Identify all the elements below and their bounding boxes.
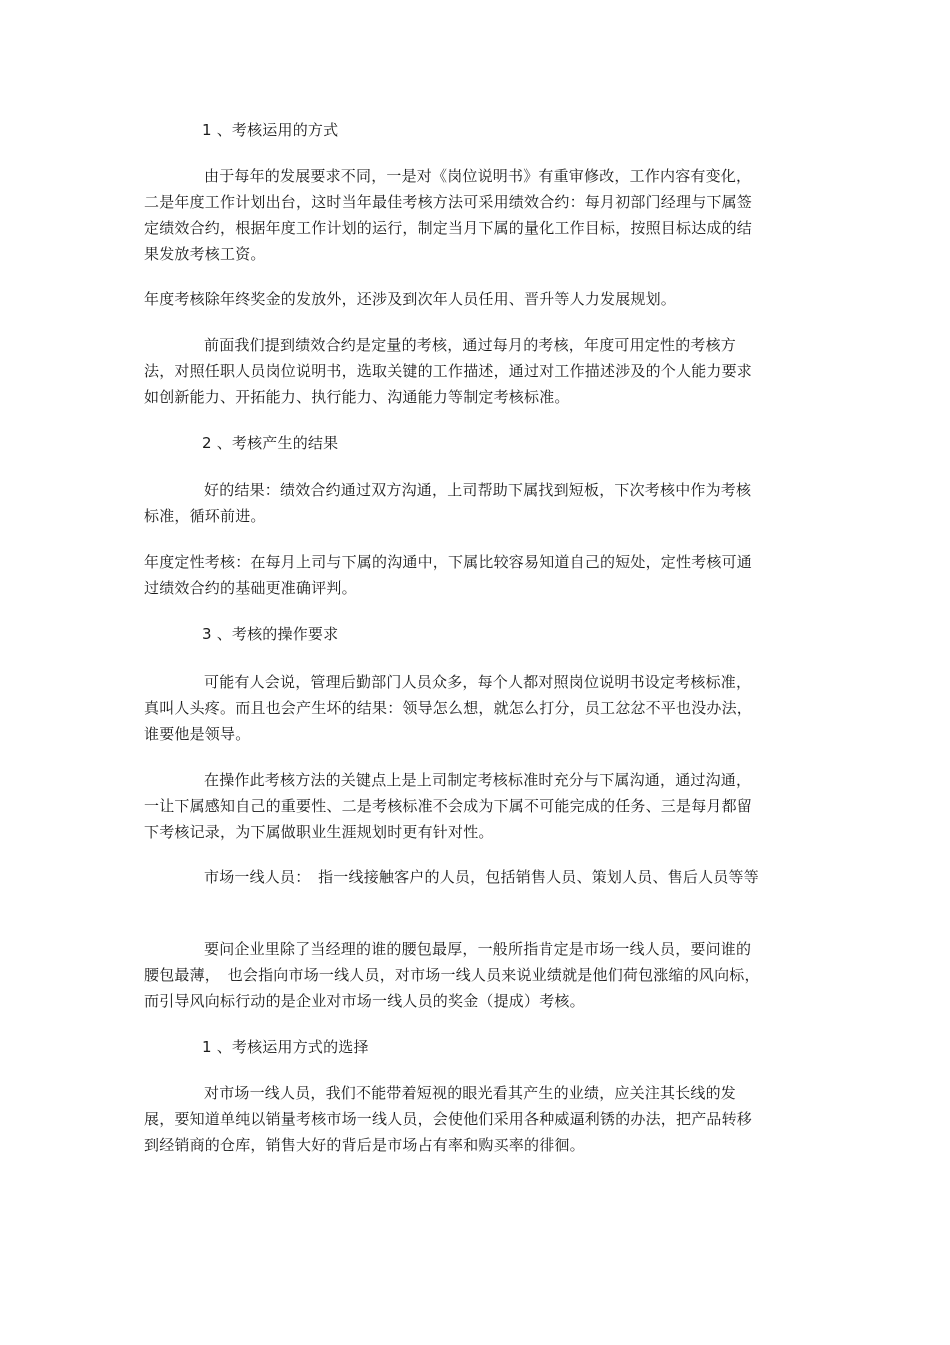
paragraph-8: 市场一线人员： 指一线接触客户的人员，包括销售人员、策划人员、售后人员等等: [204, 868, 759, 886]
paragraph-4: 好的结果：绩效合约通过双方沟通，上司帮助下属找到短板，下次考核中作为考核标准，循环前进。: [144, 481, 752, 525]
section-heading-1: 1 、考核运用的方式: [202, 121, 339, 139]
section-heading-4: 1 、考核运用方式的选择: [202, 1038, 369, 1056]
paragraph-7: 在操作此考核方法的关键点上是上司制定考核标准时充分与下属沟通，通过沟通，一让下属感知自己的重要性、二是考核标准不会成为下属不可能完成的任务、三是每月都留下考核记录，为下属做职业生涯规划时更有针对性。: [144, 771, 753, 841]
paragraph-3: 前面我们提到绩效合约是定量的考核，通过每月的考核，年度可用定性的考核方法，对照任职人员岗位说明书，选取关键的工作描述，通过对工作描述涉及的个人能力要求如创新能力、开拓能力、执行能力、沟通能力等制定考核标准。: [144, 336, 753, 406]
paragraph-5: 年度定性考核：在每月上司与下属的沟通中，下属比较容易知道自己的短处，定性考核可通过绩效合约的基础更准确评判。: [144, 553, 753, 597]
paragraph-6: 可能有人会说，管理后勤部门人员众多，每个人都对照岗位说明书设定考核标准，真叫人头疼。而且也会产生坏的结果：领导怎么想，就怎么打分，员工忿忿不平也没办法，谁要他是领导。: [144, 673, 753, 743]
paragraph-1: 由于每年的发展要求不同，一是对《岗位说明书》有重审修改，工作内容有变化，二是年度工作计划出台，这时当年最佳考核方法可采用绩效合约：每月初部门经理与下属签定绩效合约，根据年度工作计划的运行，制定当月下属的量化工作目标，按照目标达成的结果发放考核工资。: [144, 167, 753, 263]
section-heading-2: 2 、考核产生的结果: [202, 434, 339, 452]
section-heading-3: 3 、考核的操作要求: [202, 625, 339, 643]
paragraph-9: 要问企业里除了当经理的谁的腰包最厚，一般所指肯定是市场一线人员，要问谁的腰包最薄， 也会指向市场一线人员，对市场一线人员来说业绩就是他们荷包涨缩的风向标，而引导风向标行动的是企业对市场一线人员的奖金（提成）考核。: [144, 940, 760, 1010]
paragraph-2: 年度考核除年终奖金的发放外，还涉及到次年人员任用、晋升等人力发展规划。: [144, 290, 677, 308]
paragraph-10: 对市场一线人员，我们不能带着短视的眼光看其产生的业绩，应关注其长线的发展，要知道单纯以销量考核市场一线人员，会使他们采用各种威逼利锈的办法，把产品转移到经销商的仓库，销售大好的背后是市场占有率和购买率的徘徊。: [144, 1084, 753, 1154]
